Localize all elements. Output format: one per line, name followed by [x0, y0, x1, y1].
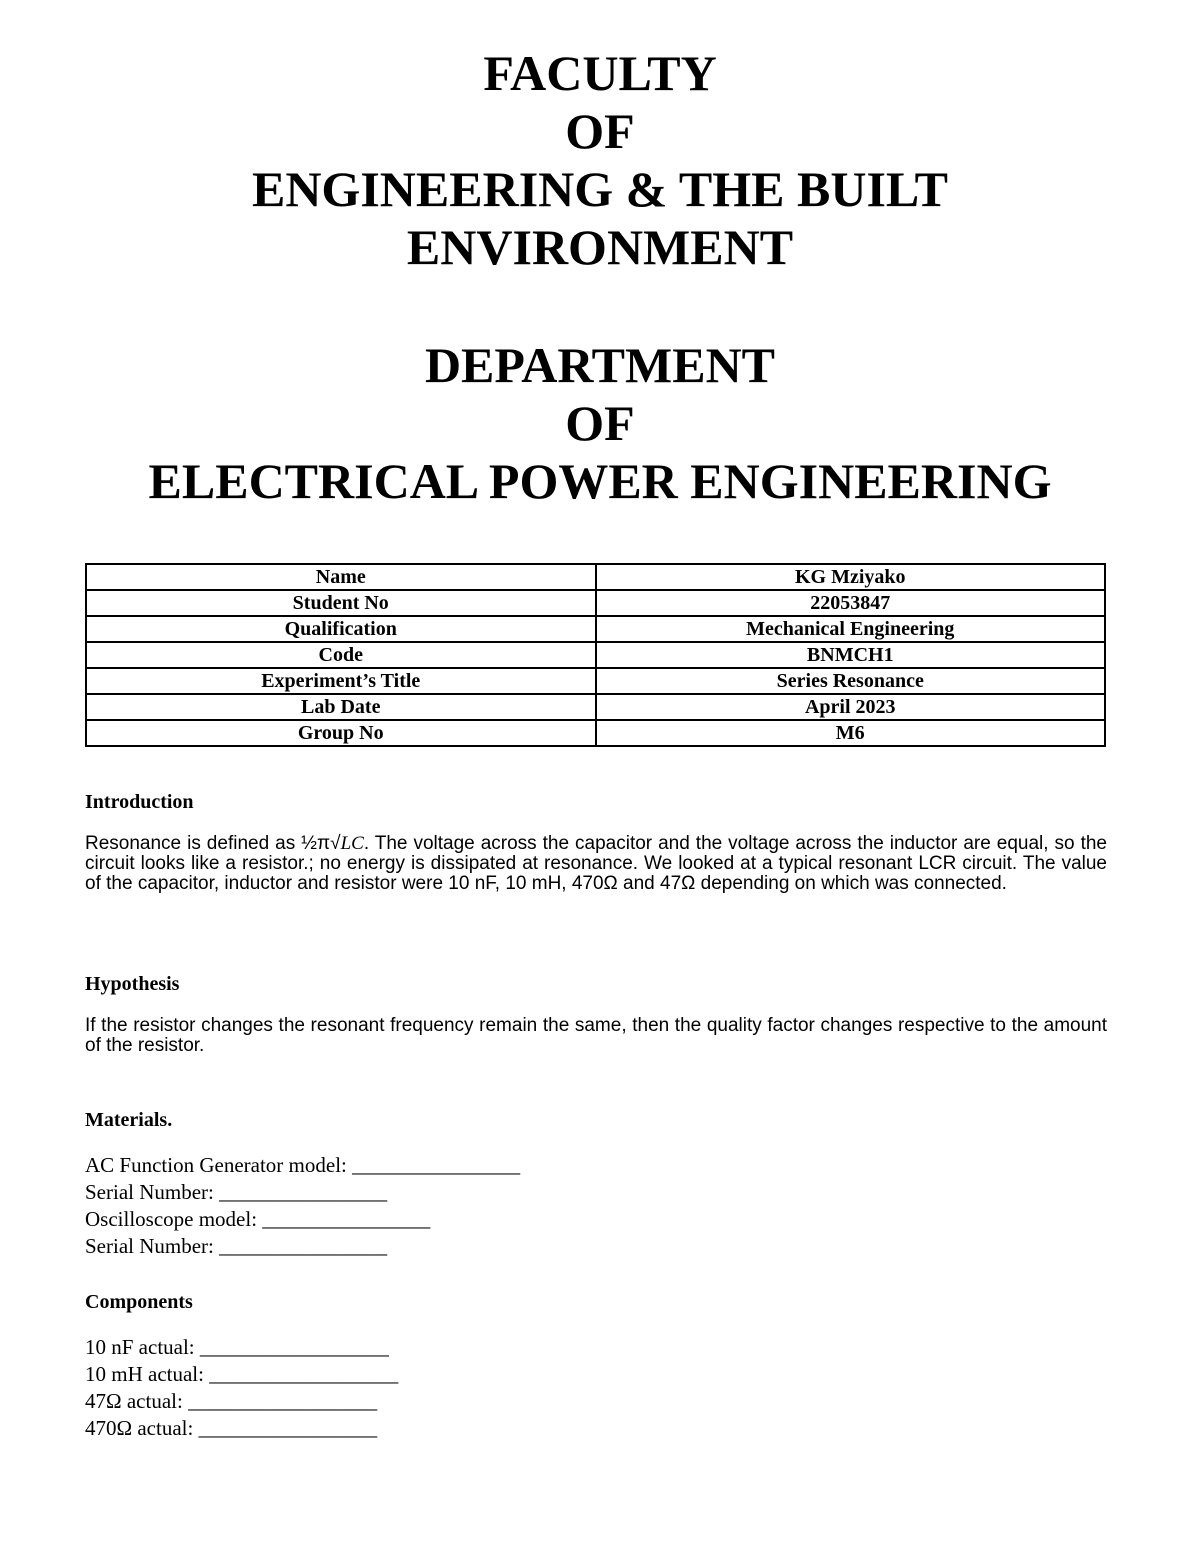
- table-row: [86, 616, 1105, 642]
- info-label: Lab Date: [86, 694, 596, 720]
- components-item: 10 mH actual: __________________: [85, 1362, 399, 1386]
- introduction-paragraph: [85, 834, 1107, 894]
- title-block: [0, 44, 1200, 510]
- info-label: Group No: [86, 720, 596, 746]
- info-label: Name: [86, 564, 596, 590]
- materials-item: AC Function Generator model: ________________: [85, 1153, 521, 1177]
- info-value: Mechanical Engineering: [596, 616, 1106, 642]
- info-value: Series Resonance: [596, 668, 1106, 694]
- introduction-heading: Introduction: [85, 791, 194, 813]
- introduction-text-start: Resonance is defined as ½π√: [85, 833, 341, 854]
- hypothesis-heading: Hypothesis: [85, 973, 180, 995]
- components-item: 10 nF actual: __________________: [85, 1335, 389, 1359]
- hypothesis-section: [85, 974, 1107, 1056]
- introduction-text-rest: . The voltage across the capacitor and the voltage across the inductor are equal, so the circuit looks like a resistor.; no energy is dissipated at resonance. We looked at a typical resonant LCR circuit. The value of the capacitor, inductor and resistor were 10 nF, 10 mH, 470Ω and 47Ω depending on which was connected.: [85, 833, 1107, 894]
- faculty-title-line-4: ENVIRONMENT: [406, 219, 794, 275]
- components-item: 47Ω actual: __________________: [85, 1389, 378, 1413]
- materials-section: [85, 1110, 1107, 1260]
- components-heading: Components: [85, 1291, 193, 1313]
- info-label: Student No: [86, 590, 596, 616]
- table-row: [86, 590, 1105, 616]
- hypothesis-paragraph: If the resistor changes the resonant frequency remain the same, then the quality factor changes respective to the amount of the resistor.: [85, 1015, 1107, 1056]
- introduction-section: [85, 792, 1107, 894]
- materials-item: Serial Number: ________________: [85, 1180, 388, 1204]
- info-value: 22053847: [596, 590, 1106, 616]
- materials-item: Oscilloscope model: ________________: [85, 1207, 431, 1231]
- materials-heading: Materials.: [85, 1109, 173, 1131]
- department-title-line-3: ELECTRICAL POWER ENGINEERING: [148, 453, 1052, 509]
- info-label: Code: [86, 642, 596, 668]
- info-label: Qualification: [86, 616, 596, 642]
- faculty-title-line-2: OF: [565, 103, 635, 159]
- info-value: April 2023: [596, 694, 1106, 720]
- lc-formula: LC: [340, 833, 364, 854]
- components-item: 470Ω actual: _________________: [85, 1416, 378, 1440]
- table-row: [86, 564, 1105, 590]
- info-label: Experiment’s Title: [86, 668, 596, 694]
- info-value: BNMCH1: [596, 642, 1106, 668]
- info-value: M6: [596, 720, 1106, 746]
- student-info-table: [85, 563, 1106, 747]
- components-section: [85, 1292, 1107, 1442]
- title-spacer: [0, 276, 1200, 336]
- table-row: [86, 694, 1105, 720]
- info-value: KG Mziyako: [596, 564, 1106, 590]
- faculty-title-line-3: ENGINEERING & THE BUILT: [251, 161, 949, 217]
- department-title-line-1: DEPARTMENT: [424, 337, 776, 393]
- table-row: [86, 642, 1105, 668]
- table-row: [86, 668, 1105, 694]
- faculty-title-line-1: FACULTY: [483, 45, 717, 101]
- table-row: [86, 720, 1105, 746]
- department-title-line-2: OF: [565, 395, 635, 451]
- materials-item: Serial Number: ________________: [85, 1234, 388, 1258]
